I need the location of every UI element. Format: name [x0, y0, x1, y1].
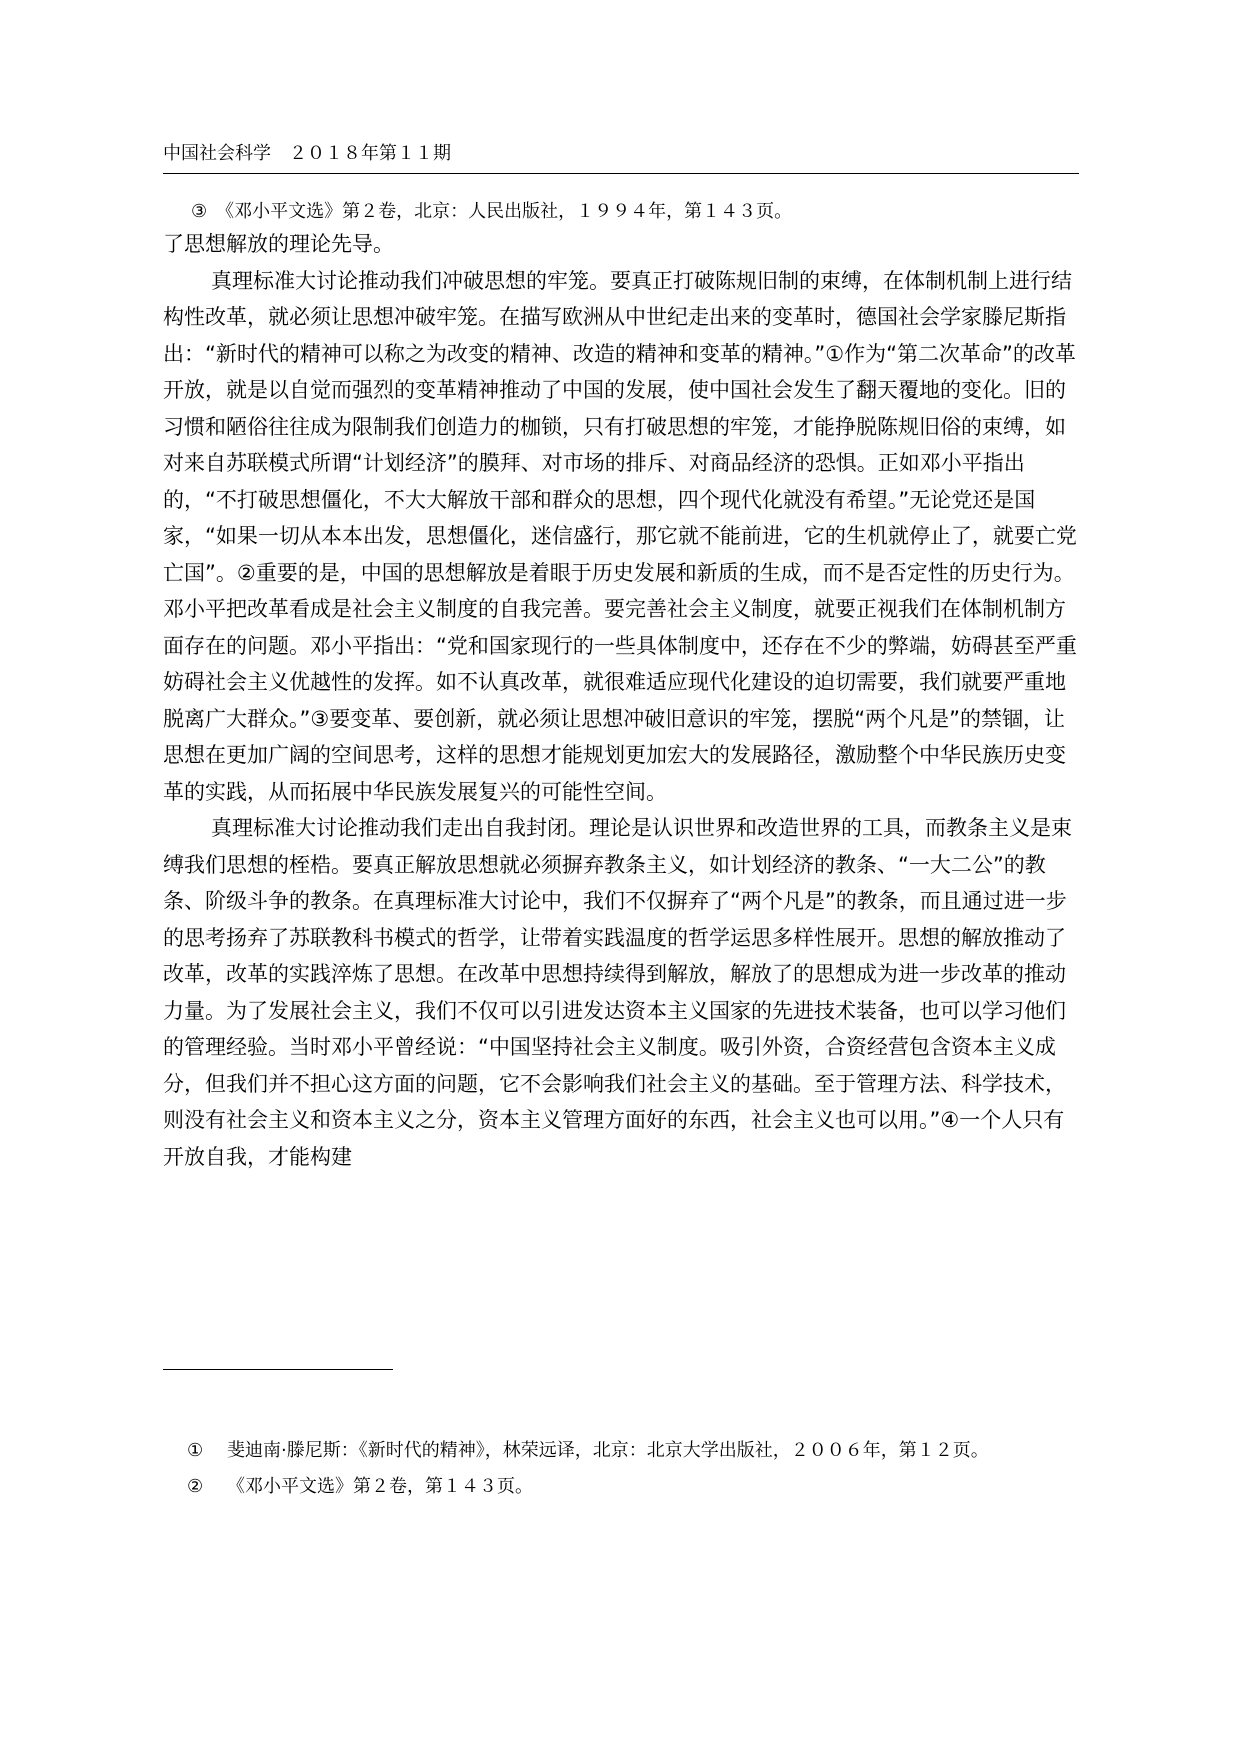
footnote-mark: ② [187, 1476, 204, 1497]
carried-footnote: ③ 《邓小平文选》第２卷，北京：人民出版社，１９９４年，第１４３页。 [191, 201, 793, 222]
footnote-text: 《邓小平文选》第２卷，第１４３页。 [227, 1476, 533, 1497]
footnotes [187, 1434, 1067, 1506]
document-page [163, 0, 1079, 1754]
header-divider [163, 173, 1079, 174]
footnote-1 [187, 1434, 1067, 1468]
footnote-divider [163, 1369, 393, 1370]
running-header: 中国社会科学 ２０１８年第１１期 [163, 143, 451, 164]
footnote-2 [187, 1470, 1067, 1504]
paragraph-breaking-cage: 真理标准大讨论推动我们冲破思想的牢笼。要真正打破陈规旧制的束缚，在体制机制上进行结构性改革，就必须让思想冲破牢笼。在描写欧洲从中世纪走出来的变革时，德国社会学家滕尼斯指出：“新时代的精神可以称之为改变的精神、改造的精神和变革的精神。”①作为“第二次革命”的改革开放，就是以自觉而强烈的变革精神推动了中国的发展，使中国社会发生了翻天覆地的变化。旧的习惯和陋俗往往成为限制我们创造力的枷锁，只有打破思想的牢笼，才能挣脱陈规旧俗的束缚，如对来自苏联模式所谓“计划经济”的膜拜、对市场的排斥、对商品经济的恐惧。正如邓小平指出的，“不打破思想僵化，不大大解放干部和群众的思想，四个现代化就没有希望。”无论党还是国家，“如果一切从本本出发，思想僵化，迷信盛行，那它就不能前进，它的生机就停止了，就要亡党亡国”。②重要的是，中国的思想解放是着眼于历史发展和新质的生成，而不是否定性的历史行为。邓小平把改革看成是社会主义制度的自我完善。要完善社会主义制度，就要正视我们在体制机制方面存在的问题。邓小平指出：“党和国家现行的一些具体制度中，还存在不少的弊端，妨碍甚至严重妨碍社会主义优越性的发挥。如不认真改革，就很难适应现代化建设的迫切需要，我们就要严重地脱离广大群众。”③要变革、要创新，就必须让思想冲破旧意识的牢笼，摆脱“两个凡是”的禁锢，让思想在更加广阔的空间思考，这样的思想才能规划更加宏大的发展路径，激励整个中华民族历史变革的实践，从而拓展中华民族发展复兴的可能性空间。 [163, 268, 1077, 804]
paragraph-continuation: 了思想解放的理论先导。 [163, 232, 394, 256]
footnote-text: 斐迪南·滕尼斯：《新时代的精神》，林荣远译，北京：北京大学出版社，２００６年，第１２页。 [227, 1440, 989, 1461]
footnote-mark: ① [187, 1440, 204, 1461]
paragraph-leaving-isolation: 真理标准大讨论推动我们走出自我封闭。理论是认识世界和改造世界的工具，而教条主义是束缚我们思想的桎梏。要真正解放思想就必须摒弃教条主义，如计划经济的教条、“一大二公”的教条、阶级斗争的教条。在真理标准大讨论中，我们不仅摒弃了“两个凡是”的教条，而且通过进一步的思考扬弃了苏联教科书模式的哲学，让带着实践温度的哲学运思多样性展开。思想的解放推动了改革，改革的实践淬炼了思想。在改革中思想持续得到解放，解放了的思想成为进一步改革的推动力量。为了发展社会主义，我们不仅可以引进发达资本主义国家的先进技术装备，也可以学习他们的管理经验。当时邓小平曾经说：“中国坚持社会主义制度。吸引外资，合资经营包含资本主义成分，但我们并不担心这方面的问题，它不会影响我们社会主义的基础。至于管理方法、科学技术，则没有社会主义和资本主义之分，资本主义管理方面好的东西，社会主义也可以用。”④一个人只有开放自我，才能构建 [163, 816, 1072, 1169]
body-text [163, 226, 1079, 1175]
